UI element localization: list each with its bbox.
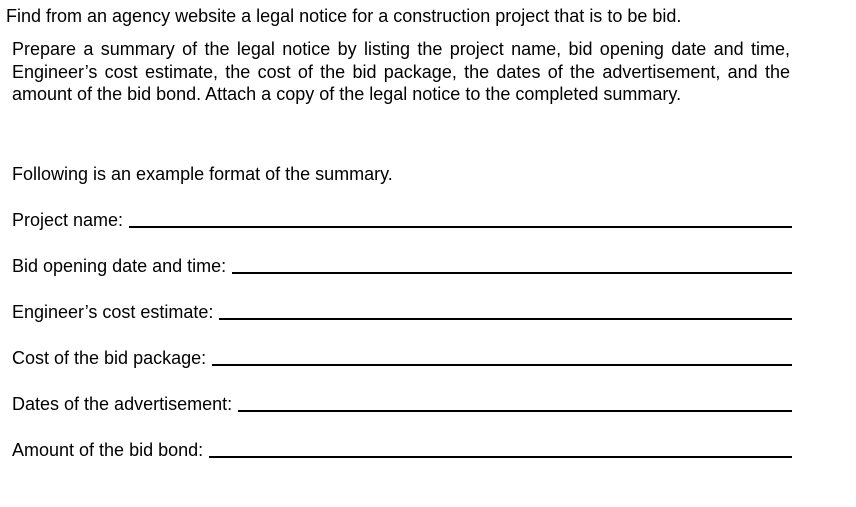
- bid-bond-amount-row: [12, 437, 792, 461]
- bid-bond-amount-label: Amount of the bid bond:: [12, 440, 204, 460]
- engineers-estimate-row: [12, 299, 792, 323]
- bid-opening-row: [12, 253, 792, 277]
- project-name-row: [12, 207, 792, 231]
- bid-opening-label: Bid opening date and time:: [12, 256, 227, 276]
- assignment-instructions: Prepare a summary of the legal notice by listing the project name, bid opening date and time, Engineer’s cost estimate, the cost of the bid package, the dates of the advertisement, and the amount of the bid bond. Attach a copy of the legal notice to the completed summary.: [12, 39, 790, 104]
- bid-opening-blank[interactable]: [232, 272, 792, 274]
- bid-package-cost-row: [12, 345, 792, 369]
- bid-bond-amount-blank[interactable]: [209, 456, 792, 458]
- assignment-intro: Find from an agency website a legal notice for a construction project that is to be bid.: [6, 6, 682, 26]
- engineers-estimate-label: Engineer’s cost estimate:: [12, 302, 214, 322]
- project-name-blank[interactable]: [129, 226, 792, 228]
- advertisement-dates-blank[interactable]: [238, 410, 792, 412]
- bid-package-cost-blank[interactable]: [212, 364, 792, 366]
- advertisement-dates-row: [12, 391, 792, 415]
- project-name-label: Project name:: [12, 210, 124, 230]
- engineers-estimate-blank[interactable]: [219, 318, 792, 320]
- advertisement-dates-label: Dates of the advertisement:: [12, 394, 233, 414]
- bid-package-cost-label: Cost of the bid package:: [12, 348, 207, 368]
- example-format-heading: Following is an example format of the summary.: [12, 164, 393, 184]
